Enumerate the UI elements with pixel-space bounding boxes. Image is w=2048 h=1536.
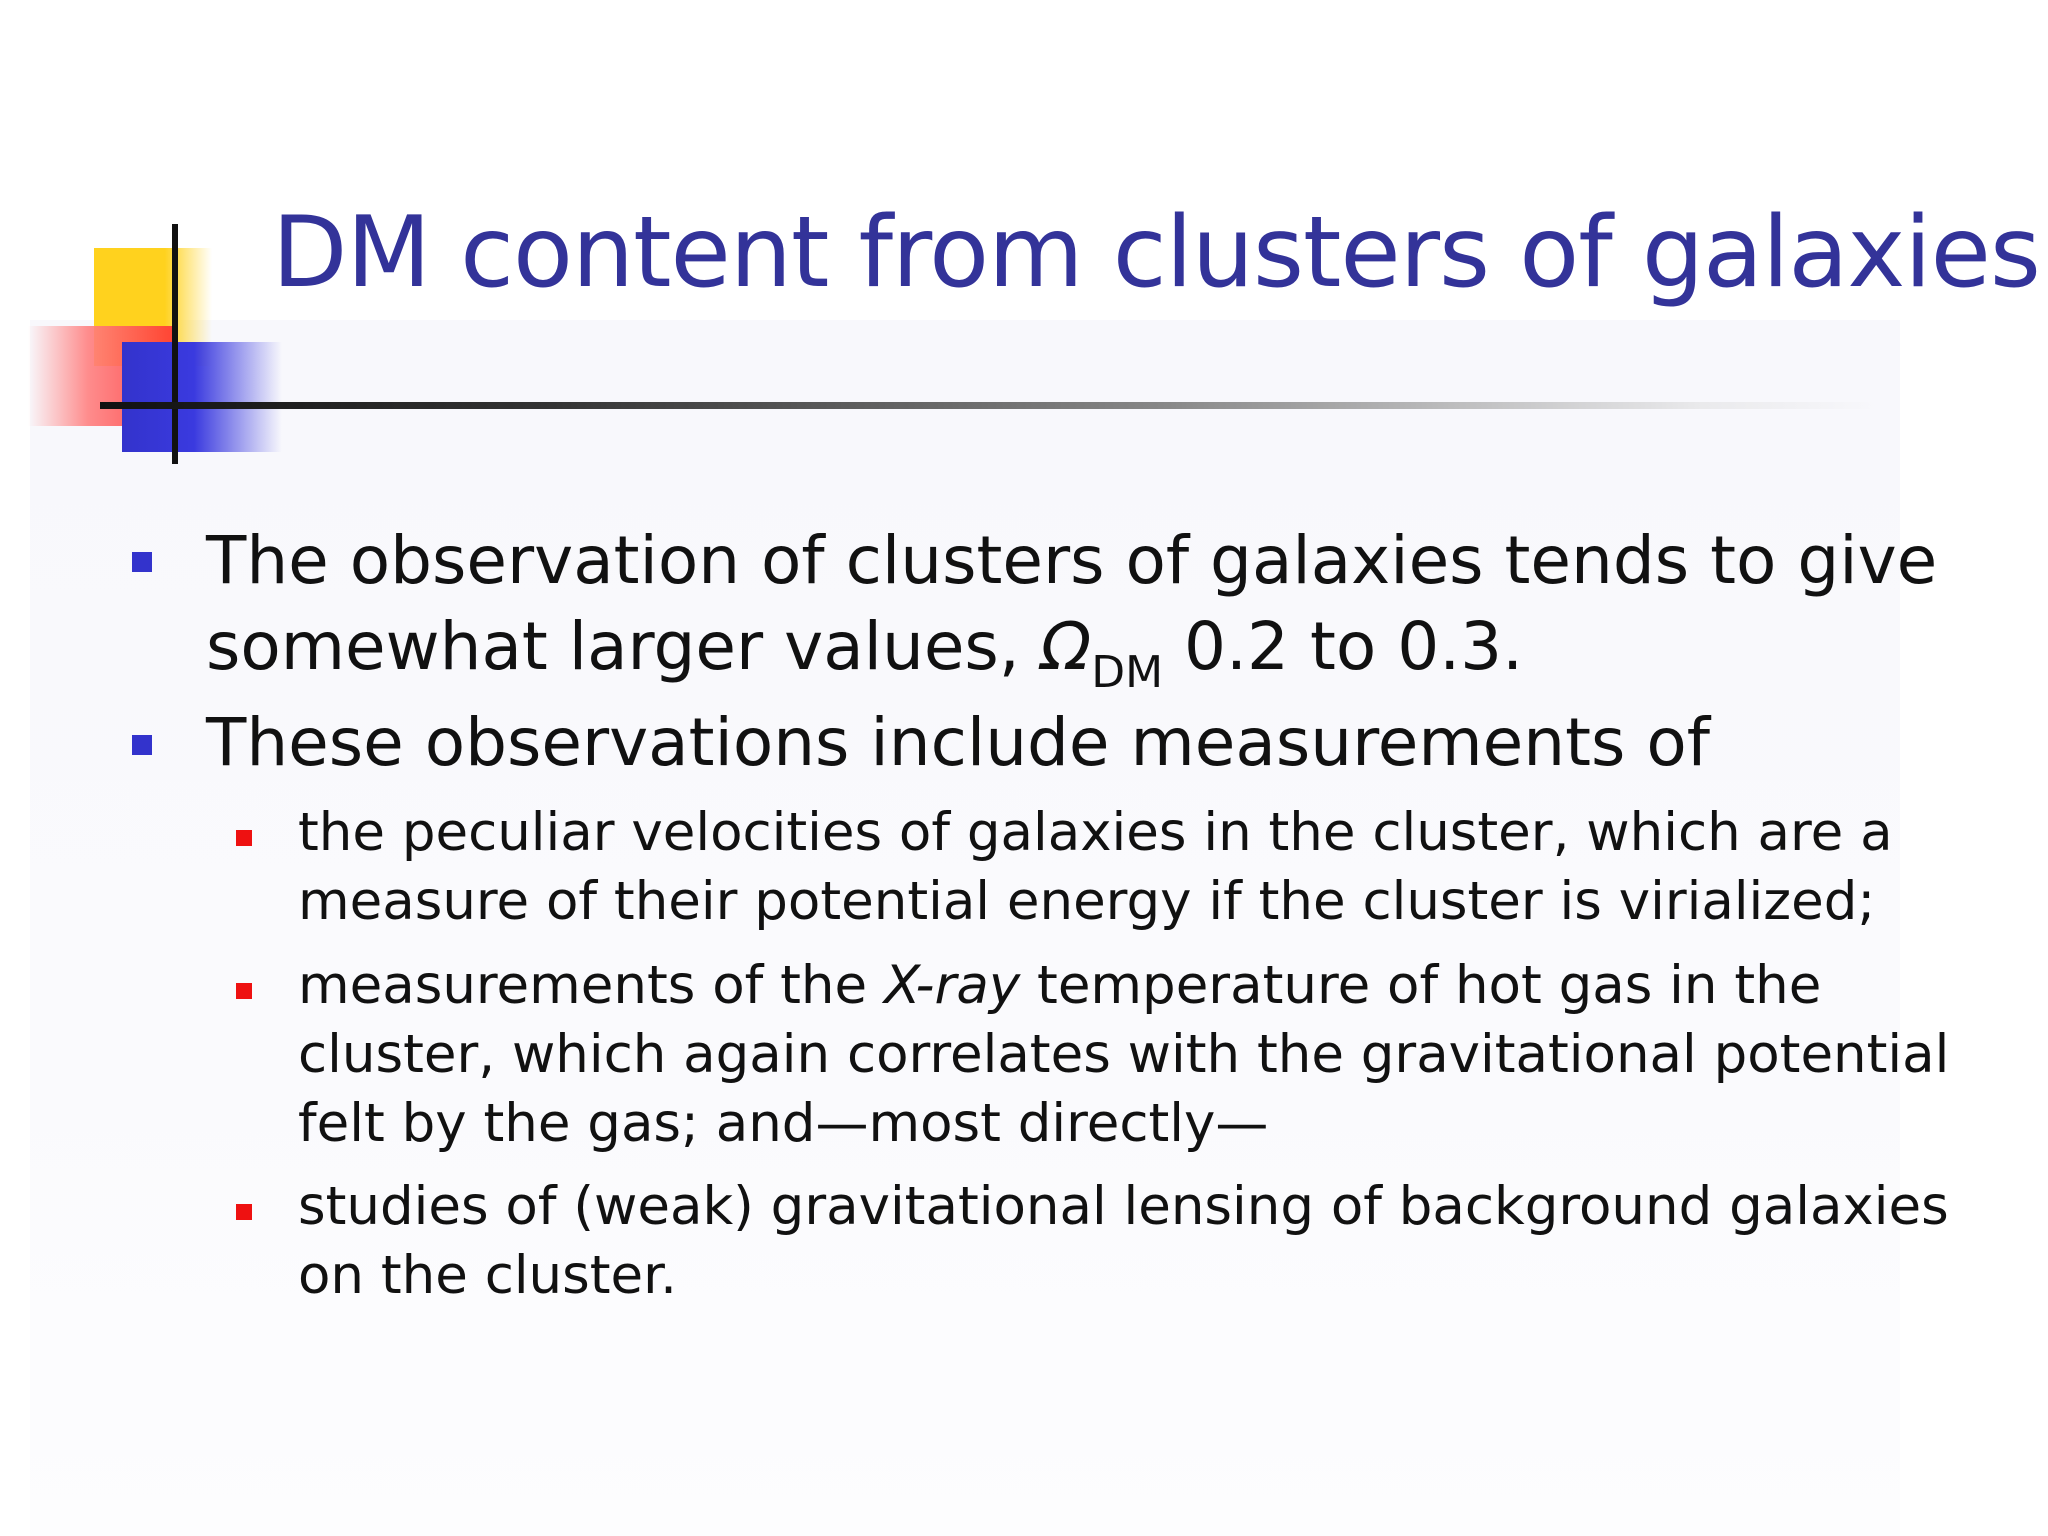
xray-emphasis: X-ray — [883, 955, 1021, 1016]
bullet-text: These observations include measurements of — [206, 704, 1710, 781]
bullet-text-part: 0.2 to 0.3. — [1163, 608, 1524, 685]
slide-title: DM content from clusters of galaxies — [272, 196, 2040, 310]
sub-bullet-text-part: measurements of the — [298, 955, 884, 1016]
sub-bullet-square-icon — [236, 830, 252, 846]
sub-bullet-text — [298, 951, 1998, 1158]
bullet-text-part: The observation of clusters of galaxies tends to give somewhat larger values, — [206, 522, 1938, 685]
omega-symbol: Ω — [1040, 608, 1092, 685]
bullet-square-icon — [132, 552, 152, 572]
bullet-square-icon — [132, 735, 152, 755]
logo-vertical-line — [172, 224, 178, 464]
sub-bullet-square-icon — [236, 1204, 252, 1220]
sub-bullet-text: studies of (weak) gravitational lensing of background galaxies on the cluster. — [298, 1176, 1949, 1306]
bullet-text — [206, 518, 1966, 698]
omega-subscript: DM — [1091, 647, 1164, 698]
logo-blue-square — [122, 342, 282, 452]
sub-bullet-text: the peculiar velocities of galaxies in the cluster, which are a measure of their potential energy if the cluster is virialized; — [298, 802, 1893, 932]
sub-bullet-square-icon — [236, 983, 252, 999]
title-underline — [100, 402, 1880, 409]
sub-bullet-text-part: temperature of hot gas in the cluster, which again correlates with the gravitational potential felt by the gas; and—most directly— — [298, 955, 1950, 1154]
